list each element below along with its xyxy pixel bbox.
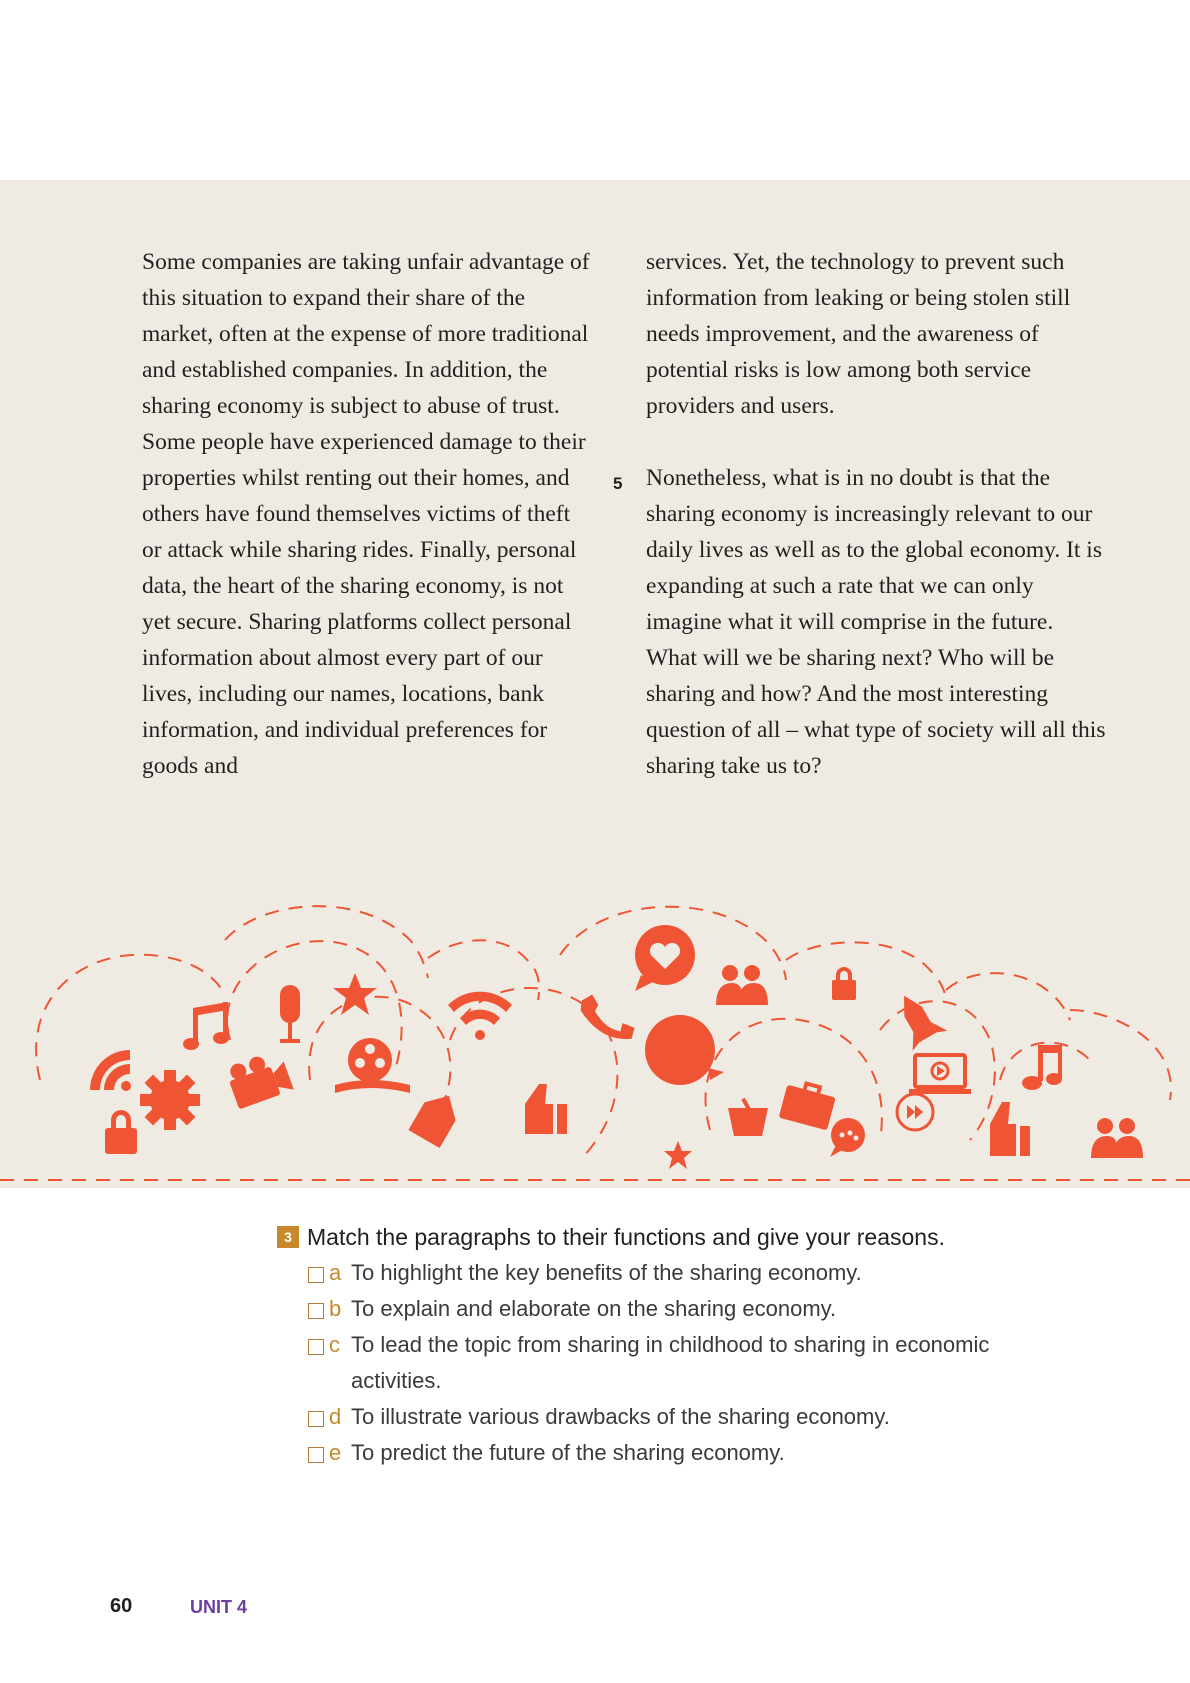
option-letter: e <box>329 1440 342 1465</box>
camera-icon <box>224 1048 294 1109</box>
option-letter: a <box>329 1260 342 1285</box>
heart-chat-icon <box>635 925 695 991</box>
article-paragraph-5-text: Nonetheless, what is in no doubt is that the sharing economy is increasingly relevant to our daily lives as well as to the global economy. It is expanding at such a rate that we can only imagine what it will comprise in the future. What will we be sharing next? Who will be sharing and how? And the most interesting question of all – what type of society will all this sharing take us to? <box>646 465 1106 779</box>
lock-icon <box>105 1110 137 1154</box>
star-icon <box>333 973 377 1015</box>
option-text: To explain and elaborate on the sharing economy. <box>351 1296 837 1321</box>
option-c <box>308 1327 1076 1399</box>
article-right-column <box>646 244 1106 784</box>
tag-icon <box>408 1087 464 1148</box>
lock-icon <box>832 967 856 1000</box>
option-text: To highlight the key benefits of the sharing economy. <box>351 1260 862 1285</box>
fast-forward-icon <box>897 1094 933 1130</box>
page-number: 60 <box>110 1595 133 1617</box>
gear-icon <box>140 1070 200 1130</box>
option-list <box>308 1255 1076 1471</box>
option-a-checkbox[interactable] <box>308 1267 324 1283</box>
thumbs-up-icon <box>990 1102 1030 1156</box>
option-text: To predict the future of the sharing economy. <box>351 1440 785 1465</box>
option-letter: c <box>329 1332 340 1357</box>
briefcase-icon <box>779 1077 838 1131</box>
wifi-icon <box>448 992 512 1040</box>
wifi-icon <box>90 1050 131 1091</box>
option-e-checkbox[interactable] <box>308 1447 324 1463</box>
phone-icon <box>577 984 639 1053</box>
people-icon <box>1091 1118 1143 1158</box>
option-e <box>308 1435 1076 1471</box>
article-paragraph-4-text: Some companies are taking unfair advantage of this situation to expand their share of the market, often at the expense of more traditional and established companies. In addition, the sharing economy is subject to abuse of trust. Some people have experienced damage to their properties whilst renting out their homes, and others have found themselves victims of theft or attack while sharing rides. Finally, personal data, the heart of the sharing economy, is not yet secure. Sharing platforms collect personal information about almost every part of our lives, including our names, locations, bank information, and individual preferences for goods and <box>142 249 590 779</box>
option-b-checkbox[interactable] <box>308 1303 324 1319</box>
exercise-number-badge: 3 <box>277 1226 299 1248</box>
chat-bubble-icon <box>645 1015 724 1085</box>
exercise-3 <box>276 1219 1076 1471</box>
star-icon <box>664 1141 692 1169</box>
exercise-heading <box>276 1219 1076 1255</box>
exercise-instruction: Match the paragraphs to their functions and give your reasons. <box>307 1224 945 1250</box>
option-text: To illustrate various drawbacks of the sharing economy. <box>351 1404 890 1429</box>
option-text: To lead the topic from sharing in childhood to sharing in economic activities. <box>351 1332 990 1393</box>
option-d <box>308 1399 1076 1435</box>
people-icon <box>716 965 768 1005</box>
music-icon <box>183 1002 229 1050</box>
option-c-checkbox[interactable] <box>308 1339 324 1355</box>
option-a <box>308 1255 1076 1291</box>
basket-icon <box>728 1098 768 1136</box>
sharing-economy-cloud-illustration <box>0 880 1190 1190</box>
option-letter: d <box>329 1404 342 1429</box>
option-letter: b <box>329 1296 342 1321</box>
thumbs-up-icon <box>525 1084 567 1134</box>
film-reel-icon <box>335 1038 410 1093</box>
article-left-column <box>142 244 592 784</box>
rocket-icon <box>887 986 948 1051</box>
option-d-checkbox[interactable] <box>308 1411 324 1427</box>
microphone-icon <box>280 985 300 1043</box>
paragraph-number-5: 5 <box>613 474 623 493</box>
option-b <box>308 1291 1076 1327</box>
chat-bubble-icon <box>830 1118 865 1157</box>
music-icon <box>1022 1045 1062 1090</box>
unit-label: UNIT 4 <box>190 1597 248 1617</box>
video-play-icon <box>909 1055 971 1094</box>
article-paragraph-4-continued: services. Yet, the technology to prevent such information from leaking or being stolen still needs improvement, and the awareness of potential risks is low among both service providers and users. <box>646 249 1071 419</box>
